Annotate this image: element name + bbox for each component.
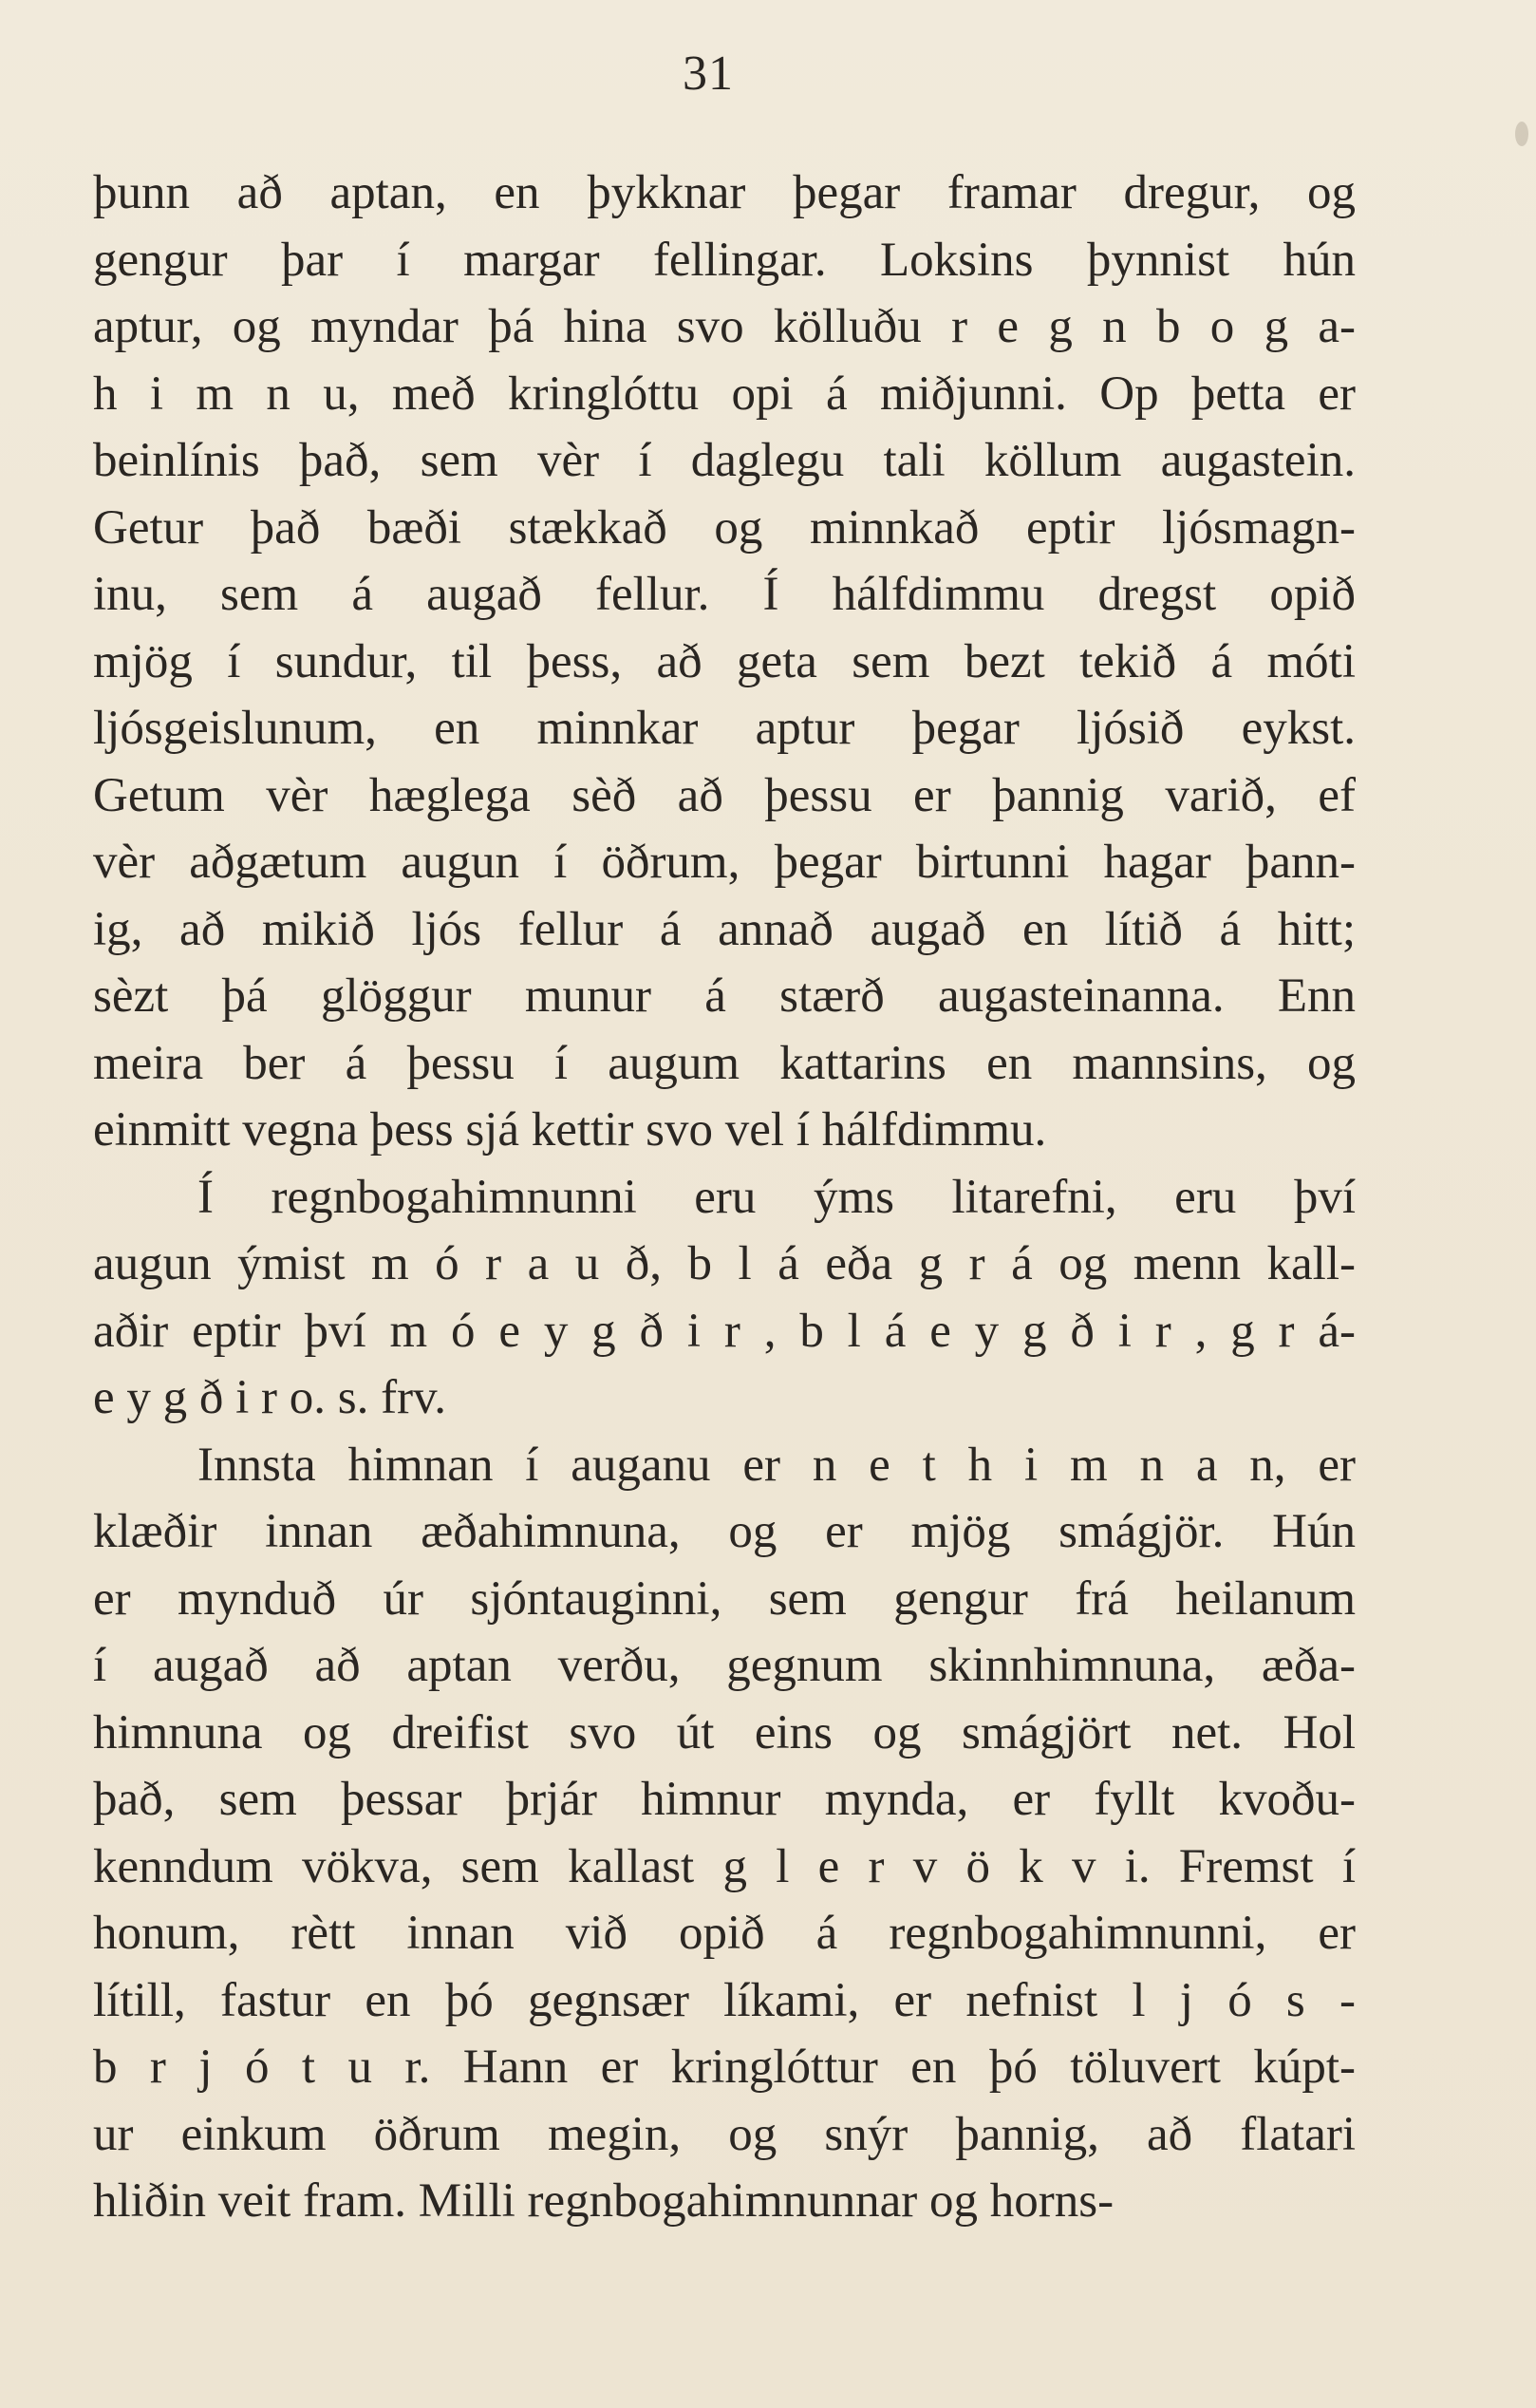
text-line: er mynduð úr sjóntauginni, sem gengur frá heilanum — [93, 1571, 1356, 1626]
text-line: mjög í sundur, til þess, að geta sem bezt tekið á móti — [93, 634, 1356, 688]
text-line: ljósgeislunum, en minnkar aptur þegar ljósið eykst. — [93, 702, 1356, 755]
text-line: einmitt vegna þess sjá kettir svo vel í hálfdimmu. — [93, 1103, 1047, 1157]
text-line: beinlínis það, sem vèr í daglegu tali köllum augastein. — [93, 434, 1356, 487]
text-line: það, sem þessar þrjár himnur mynda, er fyllt kvoðu- — [93, 1773, 1356, 1826]
text-line: í augað að aptan verðu, gegnum skinnhimnuna, æða- — [93, 1639, 1356, 1692]
text-line: gengur þar í margar fellingar. Loksins þynnist hún — [93, 233, 1356, 287]
page-edge-mark — [1515, 122, 1528, 146]
text-line: himnuna og dreifist svo út eins og smágjört net. Hol — [93, 1705, 1356, 1759]
text-line: hliðin veit fram. Milli regnbogahimnunnar og horns- — [93, 2174, 1115, 2228]
text-line: e y g ð i r o. s. frv. — [93, 1371, 447, 1424]
text-line: meira ber á þessu í augum kattarins en mannsins, og — [93, 1036, 1356, 1090]
text-line: vèr aðgætum augun í öðrum, þegar birtunni hagar þann- — [93, 836, 1356, 889]
page-number: 31 — [683, 47, 734, 101]
text-line: ig, að mikið ljós fellur á annað augað en lítið á hitt; — [93, 902, 1356, 956]
text-line: Innsta himnan í auganu er n e t h i m n a n, er — [197, 1438, 1356, 1492]
text-line: honum, rètt innan við opið á regnbogahimnunni, er — [93, 1907, 1356, 1960]
text-line: inu, sem á augað fellur. Í hálfdimmu dregst opið — [93, 568, 1356, 621]
text-line: kenndum vökva, sem kallast g l e r v ö k v i. Fremst í — [93, 1839, 1356, 1893]
text-line: augun ýmist m ó r a u ð, b l á eða g r á og menn kall- — [93, 1237, 1356, 1290]
text-line: aptur, og myndar þá hina svo kölluðu r e g n b o g a- — [93, 300, 1356, 353]
text-line: Getur það bæði stækkað og minnkað eptir ljósmagn- — [93, 500, 1356, 555]
text-line: h i m n u, með kringlóttu opi á miðjunni. Op þetta er — [93, 367, 1356, 421]
text-line: Getum vèr hæglega sèð að þessu er þannig varið, ef — [93, 768, 1356, 822]
text-line: b r j ó t u r. Hann er kringlóttur en þó töluvert kúpt- — [93, 2041, 1356, 2094]
text-line: Í regnbogahimnunni eru ýms litarefni, eru því — [197, 1170, 1356, 1224]
text-line: þunn að aptan, en þykknar þegar framar dregur, og — [93, 166, 1356, 219]
text-line: lítill, fastur en þó gegnsær líkami, er nefnist l j ó s - — [93, 1973, 1356, 2027]
text-line: klæðir innan æðahimnuna, og er mjög smágjör. Hún — [93, 1505, 1356, 1558]
text-line: sèzt þá glöggur munur á stærð augasteinanna. Enn — [93, 969, 1356, 1023]
body-text — [93, 160, 1356, 2235]
text-line: aðir eptir því m ó e y g ð i r , b l á e y g ð i r , g r á- — [93, 1304, 1356, 1358]
text-line: ur einkum öðrum megin, og snýr þannig, að flatari — [93, 2107, 1356, 2161]
